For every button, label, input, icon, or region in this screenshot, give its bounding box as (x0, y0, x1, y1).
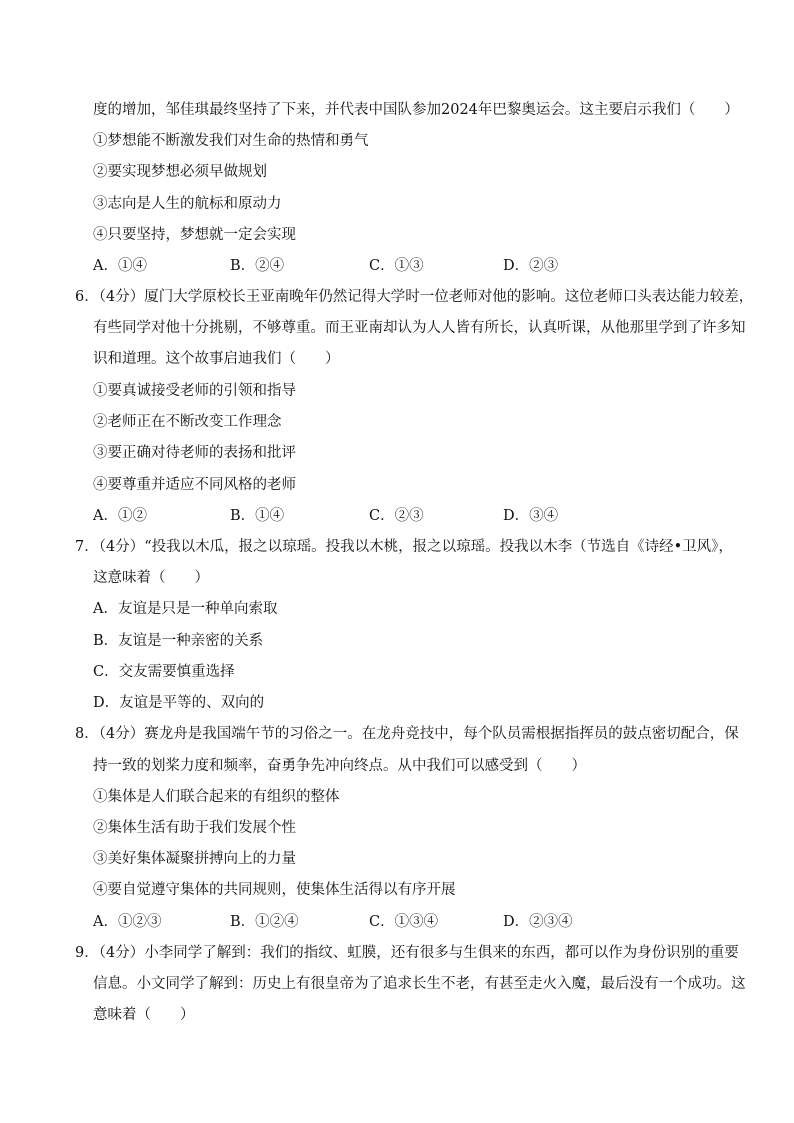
q8-statement-3: ③美好集体凝聚拼搏向上的力量 (93, 851, 296, 867)
q5-option-b[interactable]: B．②④ (230, 258, 285, 274)
q5-statement-3: ③志向是人生的航标和原动力 (93, 196, 282, 212)
q7-option-c[interactable]: C．交友需要慎重选择 (93, 664, 235, 680)
q9-stem-line-1: 9．（4分）小李同学了解到：我们的指纹、虹膜，还有很多与生俱来的东西，都可以作为身份识别的重要 (75, 945, 739, 961)
q8-option-c[interactable]: C．①③④ (369, 914, 439, 930)
q6-stem-line-2: 有些同学对他十分挑剔，不够尊重。而王亚南却认为人人皆有所长，认真听课，从他那里学到了许多知 (93, 320, 746, 336)
q8-option-d[interactable]: D．②③④ (503, 914, 573, 930)
q8-option-a[interactable]: A．①②③ (93, 914, 162, 930)
q5-option-d[interactable]: D．②③ (503, 258, 559, 274)
q5-statement-2: ②要实现梦想必须早做规划 (93, 164, 267, 180)
q6-option-a[interactable]: A．①② (93, 508, 147, 524)
q8-statement-4: ④要自觉遵守集体的共同规则，使集体生活得以有序开展 (93, 882, 456, 898)
q6-option-b[interactable]: B．①④ (230, 508, 285, 524)
q7-option-a[interactable]: A．友谊是只是一种单向索取 (93, 601, 278, 617)
q5-option-a[interactable]: A．①④ (93, 258, 147, 274)
q8-statement-2: ②集体生活有助于我们发展个性 (93, 820, 296, 836)
q9-stem-line-2: 信息。小文同学了解到：历史上有很皇帝为了追求长生不老，有甚至走火入魔，最后没有一个成功。这 (93, 976, 746, 992)
q6-statement-3: ③要正确对待老师的表扬和批评 (93, 445, 296, 461)
q8-stem-line-1: 8．（4分）赛龙舟是我国端午节的习俗之一。在龙舟竞技中，每个队员需根据指挥员的鼓点密切配合，保 (75, 726, 739, 742)
q7-stem-line-1: 7．（4分）“投我以木瓜，报之以琼瑶。投我以木桃，报之以琼瑶。投我以木李（节选自《诗经•卫风》， (75, 539, 733, 555)
q6-option-d[interactable]: D．③④ (503, 508, 559, 524)
q6-statement-4: ④要尊重并适应不同风格的老师 (93, 477, 296, 493)
q6-statement-2: ②老师正在不断改变工作理念 (93, 414, 282, 430)
q6-stem-line-3: 识和道理。这个故事启迪我们（ ） (93, 351, 340, 367)
q5-option-c[interactable]: C．①③ (369, 258, 424, 274)
q5-statement-4: ④只要坚持，梦想就一定会实现 (93, 227, 296, 243)
q6-statement-1: ①要真诚接受老师的引领和指导 (93, 383, 296, 399)
q8-statement-1: ①集体是人们联合起来的有组织的整体 (93, 789, 340, 805)
q6-stem-line-1: 6．（4分）厦门大学原校长王亚南晚年仍然记得大学时一位老师对他的影响。这位老师口头表达能力较差， (75, 289, 754, 305)
q7-option-b[interactable]: B．友谊是一种亲密的关系 (93, 633, 264, 649)
q7-option-d[interactable]: D．友谊是平等的、双向的 (93, 695, 265, 711)
q8-option-b[interactable]: B．①②④ (230, 914, 299, 930)
q6-option-c[interactable]: C．②③ (369, 508, 424, 524)
q7-stem-line-2: 这意味着（ ） (93, 570, 209, 586)
q9-stem-line-3: 意味着（ ） (93, 1007, 195, 1023)
q5-stem-tail: 度的增加，邹佳琪最终坚持了下来，并代表中国队参加2024年巴黎奥运会。这主要启示我们（ ） (93, 102, 739, 118)
q5-statement-1: ①梦想能不断激发我们对生命的热情和勇气 (93, 133, 369, 149)
q8-stem-line-2: 持一致的划桨力度和频率，奋勇争先冲向终点。从中我们可以感受到（ ） (93, 758, 586, 774)
